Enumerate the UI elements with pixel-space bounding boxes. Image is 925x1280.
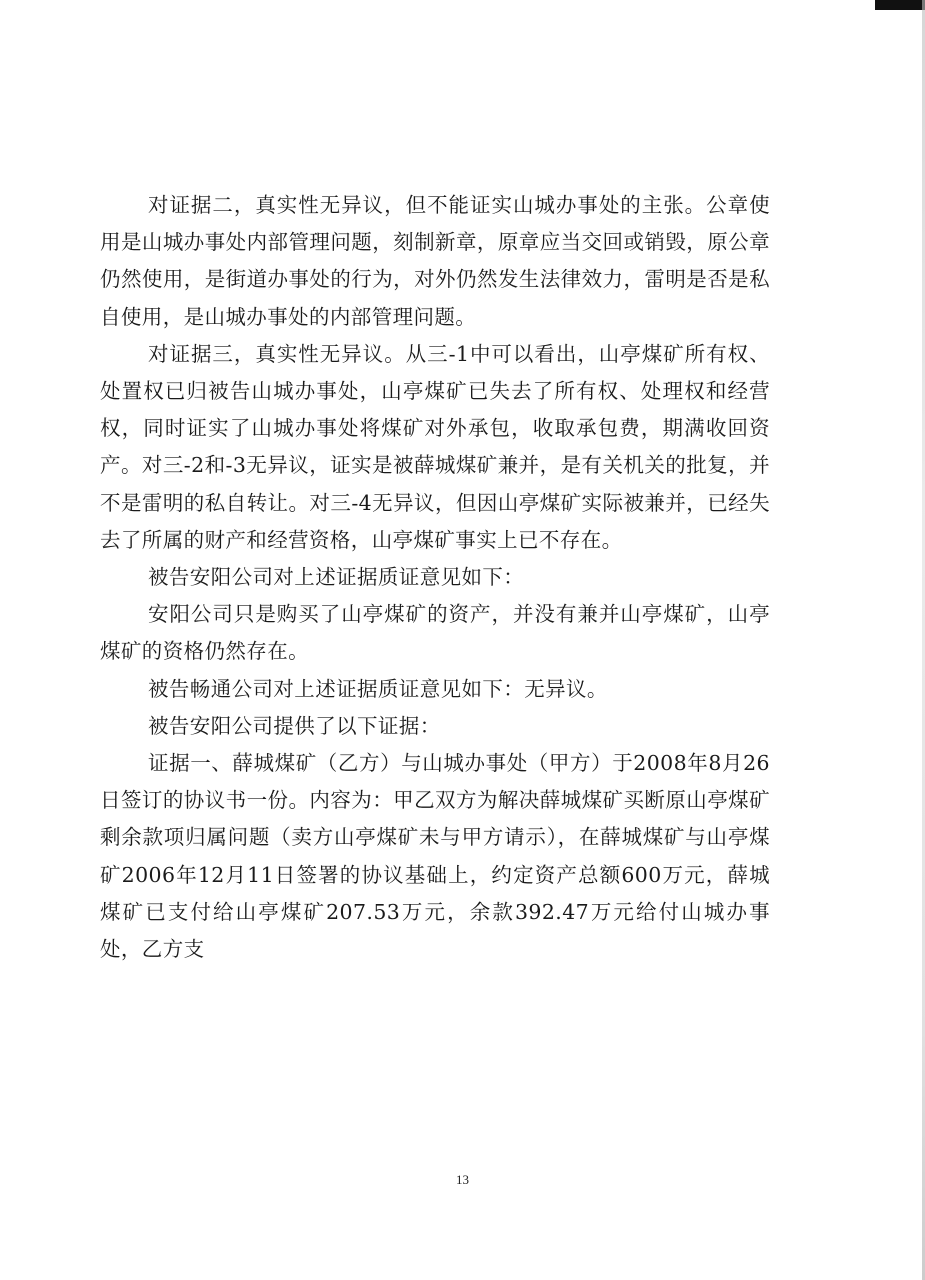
document-body	[100, 187, 770, 968]
paragraph-anyang-opinion-intro: 被告安阳公司对上述证据质证意见如下：	[148, 565, 525, 590]
paragraph-changtong-opinion: 被告畅通公司对上述证据质证意见如下：无异议。	[148, 676, 608, 701]
paragraph-anyang-evidence-intro: 被告安阳公司提供了以下证据：	[148, 713, 441, 738]
paragraph-anyang-opinion: 安阳公司只是购买了山亭煤矿的资产，并没有兼并山亭煤矿，山亭煤矿的资格仍然存在。	[100, 602, 770, 664]
page-number: 13	[456, 1172, 469, 1187]
scan-corner-mark	[875, 0, 925, 10]
paragraph-evidence-three: 对证据三，真实性无异议。从三-1中可以看出，山亭煤矿所有权、处置权已归被告山城办事处，山亭煤矿已失去了所有权、处理权和经营权，同时证实了山城办事处将煤矿对外承包，收取承包费，期满收回资产。对三-2和-3无异议，证实是被薛城煤矿兼并，是有关机关的批复，并不是雷明的私自转让。对三-4无异议，但因山亭煤矿实际被兼并，已经失去了所属的财产和经营资格，山亭煤矿事实上已不存在。	[100, 341, 770, 552]
paragraph-evidence-two: 对证据二，真实性无异议，但不能证实山城办事处的主张。公章使用是山城办事处内部管理问题，刻制新章，原章应当交回或销毁，原公章仍然使用，是街道办事处的行为，对外仍然发生法律效力，雷明是否是私自使用，是山城办事处的内部管理问题。	[100, 193, 770, 329]
paragraph-evidence-one: 证据一、薛城煤矿（乙方）与山城办事处（甲方）于2008年8月26日签订的协议书一份。内容为：甲乙双方为解决薛城煤矿买断原山亭煤矿剩余款项归属问题（卖方山亭煤矿未与甲方请示），在薛城煤矿与山亭煤矿2006年12月11日签署的协议基础上，约定资产总额600万元，薛城煤矿已支付给山亭煤矿207.53万元，余款392.47万元给付山城办事处，乙方支	[100, 751, 770, 962]
